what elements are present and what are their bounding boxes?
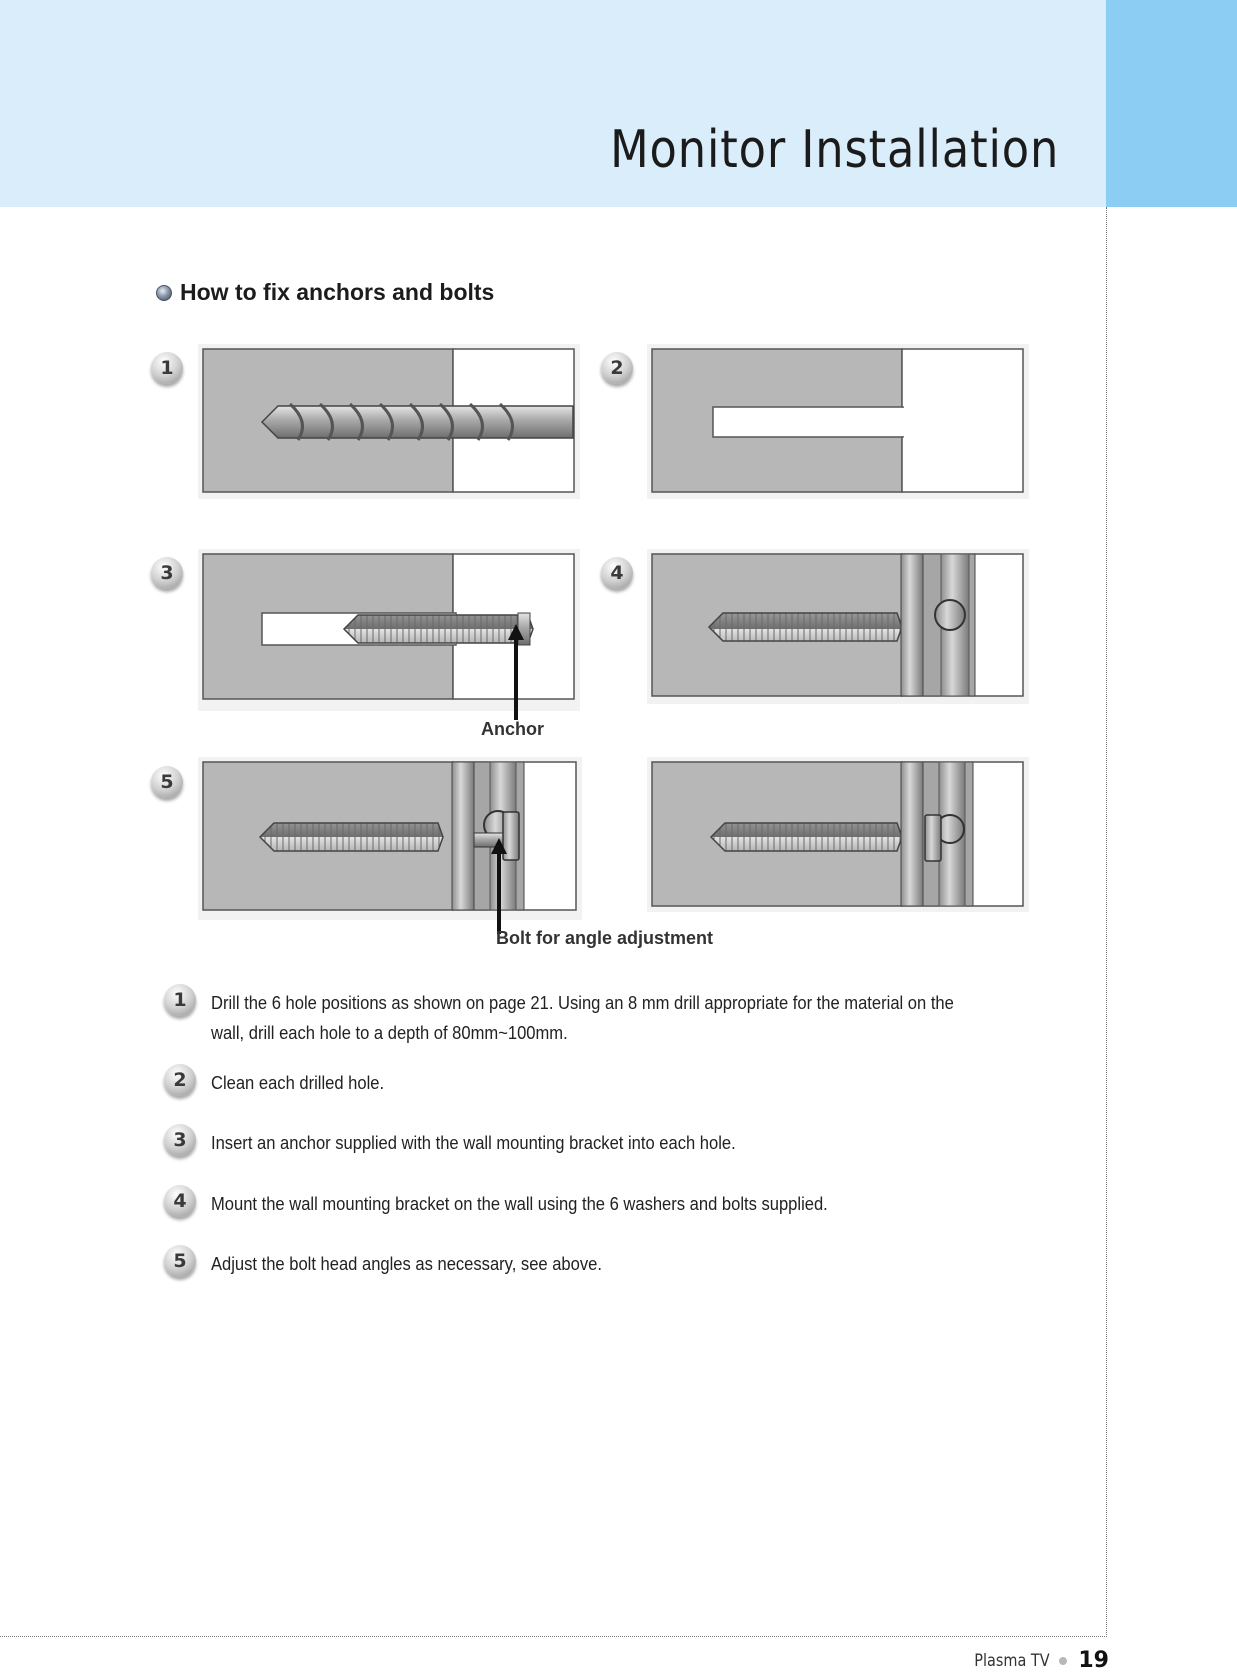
diagram-clean-hole (647, 344, 1029, 499)
diagram-bolt-adjusted (647, 757, 1029, 912)
margin-divider-horizontal (0, 1636, 1107, 1637)
diagram-badge-5: 5 (151, 766, 183, 798)
diagram-badge-3: 3 (151, 557, 183, 589)
step-text: Adjust the bolt head angles as necessary, see above. (211, 1254, 602, 1274)
anchor-arrow (505, 624, 527, 720)
diagram-mount-bracket (647, 549, 1029, 704)
step-text: Mount the wall mounting bracket on the wall using the 6 washers and bolts supplied. (211, 1194, 828, 1214)
footer-dot-icon (1059, 1657, 1067, 1665)
diagram-drill (198, 344, 580, 499)
step-text: Drill the 6 hole positions as shown on page 21. Using an 8 mm drill appropriate for the material on the wall, drill each hole to a depth of 80mm~100mm. (211, 993, 954, 1043)
bolt-arrow (488, 838, 510, 934)
diagram-badge-4: 4 (601, 557, 633, 589)
bolt-label: Bolt for angle adjustment (496, 928, 714, 948)
step-text: Clean each drilled hole. (211, 1073, 385, 1093)
diagram-adjust-bolt (198, 757, 582, 920)
bullet-icon (156, 285, 172, 301)
footer-label: Plasma TV (974, 1650, 1050, 1671)
anchor-label: Anchor (481, 719, 544, 739)
page-footer (961, 1648, 1109, 1673)
step-number-badge: 4 (164, 1185, 196, 1217)
margin-divider-vertical (1106, 207, 1107, 1637)
step-number-badge: 5 (164, 1245, 196, 1277)
section-title: How to fix anchors and bolts (180, 279, 495, 305)
page-title: Monitor Installation (609, 120, 1059, 180)
page-number: 19 (1078, 1648, 1109, 1673)
diagram-badge-2: 2 (601, 352, 633, 384)
section-heading (156, 279, 494, 306)
step-number-badge: 3 (164, 1124, 196, 1156)
step-number-badge: 1 (164, 984, 196, 1016)
drill-bit (262, 404, 573, 440)
step-number-badge: 2 (164, 1064, 196, 1096)
diagram-badge-1: 1 (151, 352, 183, 384)
header-tab (1106, 0, 1237, 207)
step-text: Insert an anchor supplied with the wall mounting bracket into each hole. (211, 1133, 736, 1153)
